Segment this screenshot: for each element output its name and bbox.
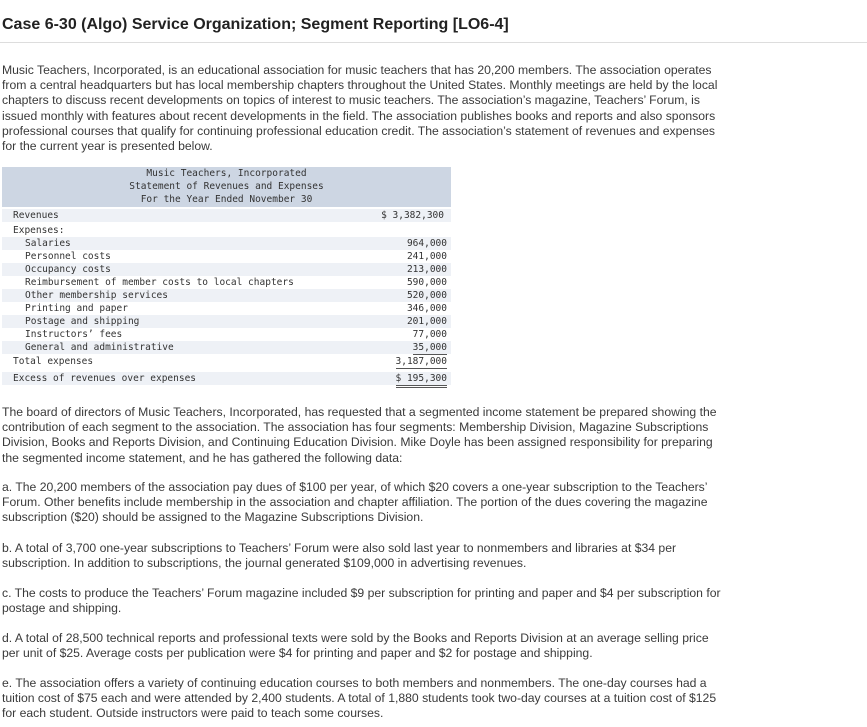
expense-label: Printing and paper [25, 303, 128, 314]
revenues-row [2, 209, 451, 222]
board-line: contribution of each segment to the association. The association has four segments: Membership Division, Magazine Subscriptions [2, 420, 709, 435]
expense-label: Instructors’ fees [25, 329, 123, 340]
expense-value: 213,000 [406, 264, 447, 275]
statement-header [2, 167, 451, 207]
expense-row [2, 237, 451, 250]
expense-row [2, 341, 451, 354]
item-c-paragraph [2, 586, 782, 616]
expense-value: 201,000 [406, 316, 447, 327]
expense-row [2, 302, 451, 315]
item-d-line: per unit of $25. Average costs per publication were $4 for printing and paper and $2 for postage and shipping. [2, 646, 593, 661]
intro-line: for the current year is presented below. [2, 139, 213, 154]
expense-row [2, 289, 451, 302]
expense-value: 964,000 [406, 238, 447, 249]
intro-line: from a central headquarters but has local membership chapters throughout the United States. Monthly meetings are held by the local [2, 78, 718, 93]
board-line: The board of directors of Music Teachers, Incorporated, has requested that a segmented income statement be prepared showing the [2, 405, 717, 419]
board-line: Division, Books and Reports Division, and Continuing Education Division. Mike Doyle has been assigned responsibility for preparing [2, 435, 713, 450]
intro-line: Music Teachers, Incorporated, is an educational association for music teachers that has 20,200 members. The association operates [2, 63, 712, 77]
title-divider [0, 42, 867, 43]
expense-value: 77,000 [412, 329, 447, 340]
item-c-line: postage and shipping. [2, 601, 122, 616]
item-a-paragraph [2, 480, 782, 526]
item-b-line: subscription. In addition to subscriptions, the journal generated $109,000 in advertising revenues. [2, 556, 527, 571]
intro-line: chapters to discuss recent developments on topics of interest to music teachers. The association’s magazine, Teachers’ Forum, is [2, 93, 700, 108]
board-paragraph [2, 405, 782, 466]
item-e-line: e. The association offers a variety of continuing education courses to both members and nonmembers. The one-day courses had a [2, 676, 707, 690]
expense-label: Other membership services [25, 290, 168, 301]
expenses-label: Expenses: [13, 225, 65, 236]
item-e-line: tuition cost of $75 each and were attended by 2,400 students. A total of 1,880 students took two-day courses at a tuition cost of $125 [2, 691, 717, 706]
expense-label: Salaries [25, 238, 71, 249]
expense-label: Personnel costs [25, 251, 111, 262]
total-expenses-row [2, 355, 451, 368]
expense-row [2, 250, 451, 263]
item-d-line: d. A total of 28,500 technical reports and professional texts were sold by the Books and Reports Division at an average selling price [2, 631, 709, 645]
expense-label: General and administrative [25, 342, 174, 353]
item-a-line: a. The 20,200 members of the association pay dues of $100 per year, of which $20 covers a one-year subscription to the Teachers’ [2, 480, 708, 494]
expense-row [2, 328, 451, 341]
expense-value: 590,000 [406, 277, 447, 288]
expense-value: 520,000 [406, 290, 447, 301]
item-c-line: c. The costs to produce the Teachers’ Forum magazine included $9 per subscription for printing and paper and $4 per subscription for [2, 586, 721, 600]
expense-row [2, 315, 451, 328]
excess-label: Excess of revenues over expenses [13, 373, 197, 384]
intro-line: issued monthly with features about recent developments in the field. The association publishes books and reports and also sponsors [2, 108, 716, 123]
expenses-heading-row [2, 224, 451, 237]
excess-row [2, 372, 451, 385]
item-b-paragraph [2, 541, 782, 571]
expense-value: 241,000 [406, 251, 447, 262]
board-line: the segmented income statement, and he has gathered the following data: [2, 450, 403, 465]
excess-value: $ 195,300 [396, 372, 447, 388]
page-title: Case 6-30 (Algo) Service Organization; Segment Reporting [LO6-4] [2, 16, 509, 33]
statement-company: Music Teachers, Incorporated [146, 168, 307, 179]
expense-label: Occupancy costs [25, 264, 111, 275]
item-e-line: for each student. Outside instructors were paid to teach some courses. [2, 706, 384, 721]
item-d-paragraph [2, 631, 782, 661]
total-expenses-label: Total expenses [13, 356, 94, 367]
expense-label: Reimbursement of member costs to local chapters [25, 277, 294, 288]
statement-period: For the Year Ended November 30 [140, 194, 313, 205]
expense-row [2, 263, 451, 276]
expense-label: Postage and shipping [25, 316, 140, 327]
item-e-paragraph [2, 676, 782, 722]
expense-value: 35,000 [412, 342, 447, 353]
revenues-label: Revenues [13, 210, 59, 221]
intro-paragraph [2, 63, 782, 154]
item-a-line: subscription ($20) should be assigned to the Magazine Subscriptions Division. [2, 510, 424, 525]
item-a-line: Forum. Other benefits include membership in the association and chapter affiliation. The portion of the dues covering the magazine [2, 495, 708, 510]
total-expenses-value: 3,187,000 [395, 356, 447, 367]
item-b-line: b. A total of 3,700 one-year subscriptions to Teachers’ Forum were also sold last year to nonmembers and libraries at $34 per [2, 541, 677, 555]
revenues-value: $ 3,382,300 [381, 210, 444, 221]
expense-row [2, 276, 451, 289]
revenue-statement-table [2, 167, 451, 384]
statement-name: Statement of Revenues and Expenses [129, 181, 324, 192]
expense-value: 346,000 [406, 303, 447, 314]
intro-line: professional courses that qualify for continuing professional education credit. The association’s statement of revenues and expenses [2, 123, 715, 138]
